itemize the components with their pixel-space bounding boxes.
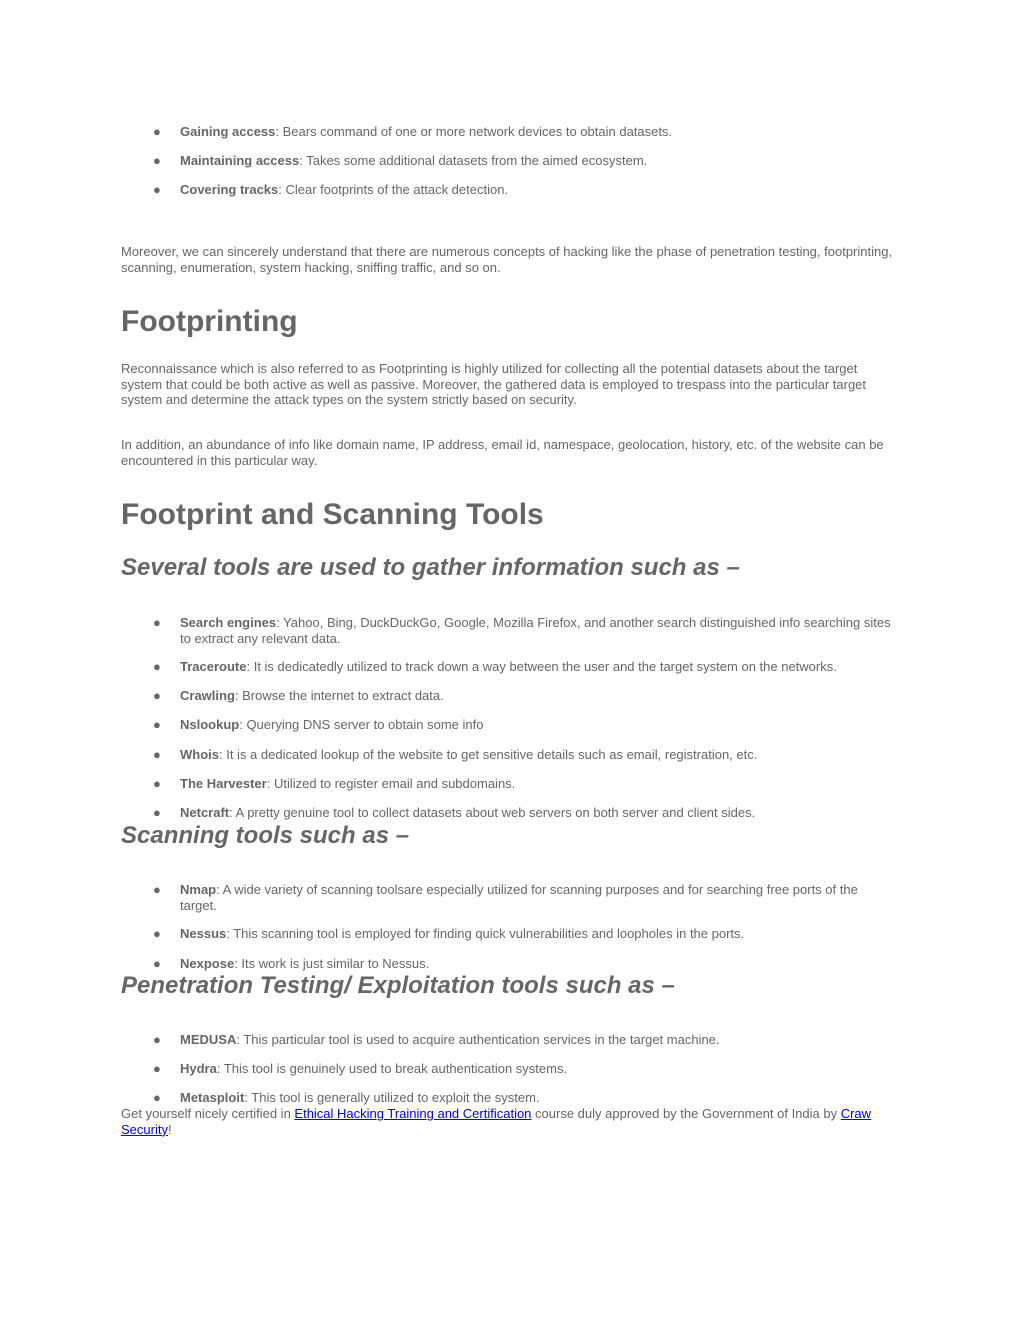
list-item-term: Nslookup <box>180 717 240 732</box>
intro-paragraph: Moreover, we can sincerely understand that there are numerous concepts of hacking like the phase of penetration testing, footprinting, scanning, enumeration, system hacking, sniffing traffic, and so on. <box>121 244 893 275</box>
list-item <box>153 805 892 821</box>
tools-heading: Footprint and Scanning Tools <box>121 498 544 531</box>
list-item <box>153 615 892 646</box>
bullet-icon: ● <box>153 926 161 941</box>
list-item <box>153 1061 892 1077</box>
list-item-desc: : It is a dedicated lookup of the website to get sensitive details such as email, registration, etc. <box>219 747 758 762</box>
list-item-desc: : It is dedicatedly utilized to track down a way between the user and the target system on the networks. <box>246 659 837 674</box>
list-item-desc: : Yahoo, Bing, DuckDuckGo, Google, Mozilla Firefox, and another search distinguished info searching sites to extract any relevant data. <box>180 615 891 646</box>
footprinting-paragraph-1: Reconnaissance which is also referred to as Footprinting is highly utilized for collecting all the potential datasets about the target system that could be both active as well as passive. Moreover, the gathered data is employed to trespass into the particular target system and determine the attack types on the system strictly based on security. <box>121 361 867 407</box>
bullet-icon: ● <box>153 805 161 820</box>
bullet-icon: ● <box>153 1032 161 1047</box>
list-item-desc: : Clear footprints of the attack detection. <box>278 182 509 197</box>
list-item-desc: : This scanning tool is employed for finding quick vulnerabilities and loopholes in the ports. <box>226 926 745 941</box>
list-item-term: Search engines <box>180 615 277 630</box>
list-item-desc: : Utilized to register email and subdomains. <box>266 776 516 791</box>
list-item-term: Gaining access <box>180 124 276 139</box>
scanning-tools-heading: Scanning tools such as – <box>121 822 410 849</box>
footer-prefix: Get yourself nicely certified in <box>121 1106 295 1121</box>
bullet-icon: ● <box>153 124 161 139</box>
bullet-icon: ● <box>153 615 161 630</box>
bullet-icon: ● <box>153 688 161 703</box>
list-item-term: Nexpose <box>180 956 235 971</box>
bullet-icon: ● <box>153 747 161 762</box>
list-item-desc: : Its work is just similar to Nessus. <box>234 956 430 971</box>
list-item <box>153 182 892 198</box>
list-item-desc: : Browse the internet to extract data. <box>234 688 444 703</box>
list-item <box>153 688 892 704</box>
list-item-desc: : This tool is generally utilized to exploit the system. <box>244 1090 540 1105</box>
list-item-desc: : Takes some additional datasets from the aimed ecosystem. <box>299 153 648 168</box>
list-item-desc: : A pretty genuine tool to collect datasets about web servers on both server and client sides. <box>229 805 756 820</box>
list-item <box>153 717 892 733</box>
list-item-term: Nmap <box>180 882 217 897</box>
bullet-icon: ● <box>153 882 161 897</box>
footprinting-paragraph-2: In addition, an abundance of info like domain name, IP address, email id, namespace, geolocation, history, etc. of the website can be encountered in this particular way. <box>121 437 884 468</box>
list-item-term: MEDUSA <box>180 1032 237 1047</box>
craw-security-link[interactable]: Craw Security <box>121 1106 872 1137</box>
bullet-icon: ● <box>153 717 161 732</box>
list-item <box>153 1090 892 1106</box>
bullet-icon: ● <box>153 956 161 971</box>
list-item <box>153 776 892 792</box>
list-item <box>153 882 892 913</box>
bullet-icon: ● <box>153 153 161 168</box>
bullet-icon: ● <box>153 1061 161 1076</box>
ethical-hacking-course-link[interactable]: Ethical Hacking Training and Certification <box>294 1106 532 1121</box>
pentest-tools-heading: Penetration Testing/ Exploitation tools such as – <box>121 972 675 999</box>
list-item-term: Crawling <box>180 688 235 703</box>
list-item <box>153 659 892 675</box>
list-item <box>153 1032 892 1048</box>
list-item-term: Covering tracks <box>180 182 279 197</box>
list-item-desc: : Querying DNS server to obtain some info <box>239 717 484 732</box>
list-item-term: Hydra <box>180 1061 217 1076</box>
list-item-desc: : A wide variety of scanning toolsare especially utilized for scanning purposes and for searching free ports of the target. <box>180 882 858 913</box>
list-item-term: The Harvester <box>180 776 267 791</box>
gather-tools-heading: Several tools are used to gather information such as – <box>121 554 740 581</box>
bullet-icon: ● <box>153 1090 161 1105</box>
list-item-term: Whois <box>180 747 219 762</box>
list-item-term: Metasploit <box>180 1090 245 1105</box>
list-item <box>153 956 892 972</box>
list-item <box>153 153 892 169</box>
list-item <box>153 747 892 763</box>
list-item-term: Maintaining access <box>180 153 300 168</box>
footer-paragraph <box>121 1106 896 1137</box>
list-item-desc: : This tool is genuinely used to break authentication systems. <box>216 1061 568 1076</box>
footer-suffix: ! <box>167 1121 172 1137</box>
bullet-icon: ● <box>153 659 161 674</box>
list-item-term: Netcraft <box>180 805 230 820</box>
footer-middle: course duly approved by the Government of India by <box>531 1106 841 1121</box>
list-item-term: Traceroute <box>180 659 247 674</box>
list-item-desc: : Bears command of one or more network devices to obtain datasets. <box>275 124 673 139</box>
list-item <box>153 124 892 140</box>
bullet-icon: ● <box>153 182 161 197</box>
list-item-term: Nessus <box>180 926 227 941</box>
list-item-desc: : This particular tool is used to acquire authentication services in the target machine. <box>236 1032 720 1047</box>
footprinting-heading: Footprinting <box>121 305 298 338</box>
bullet-icon: ● <box>153 776 161 791</box>
list-item <box>153 926 892 942</box>
